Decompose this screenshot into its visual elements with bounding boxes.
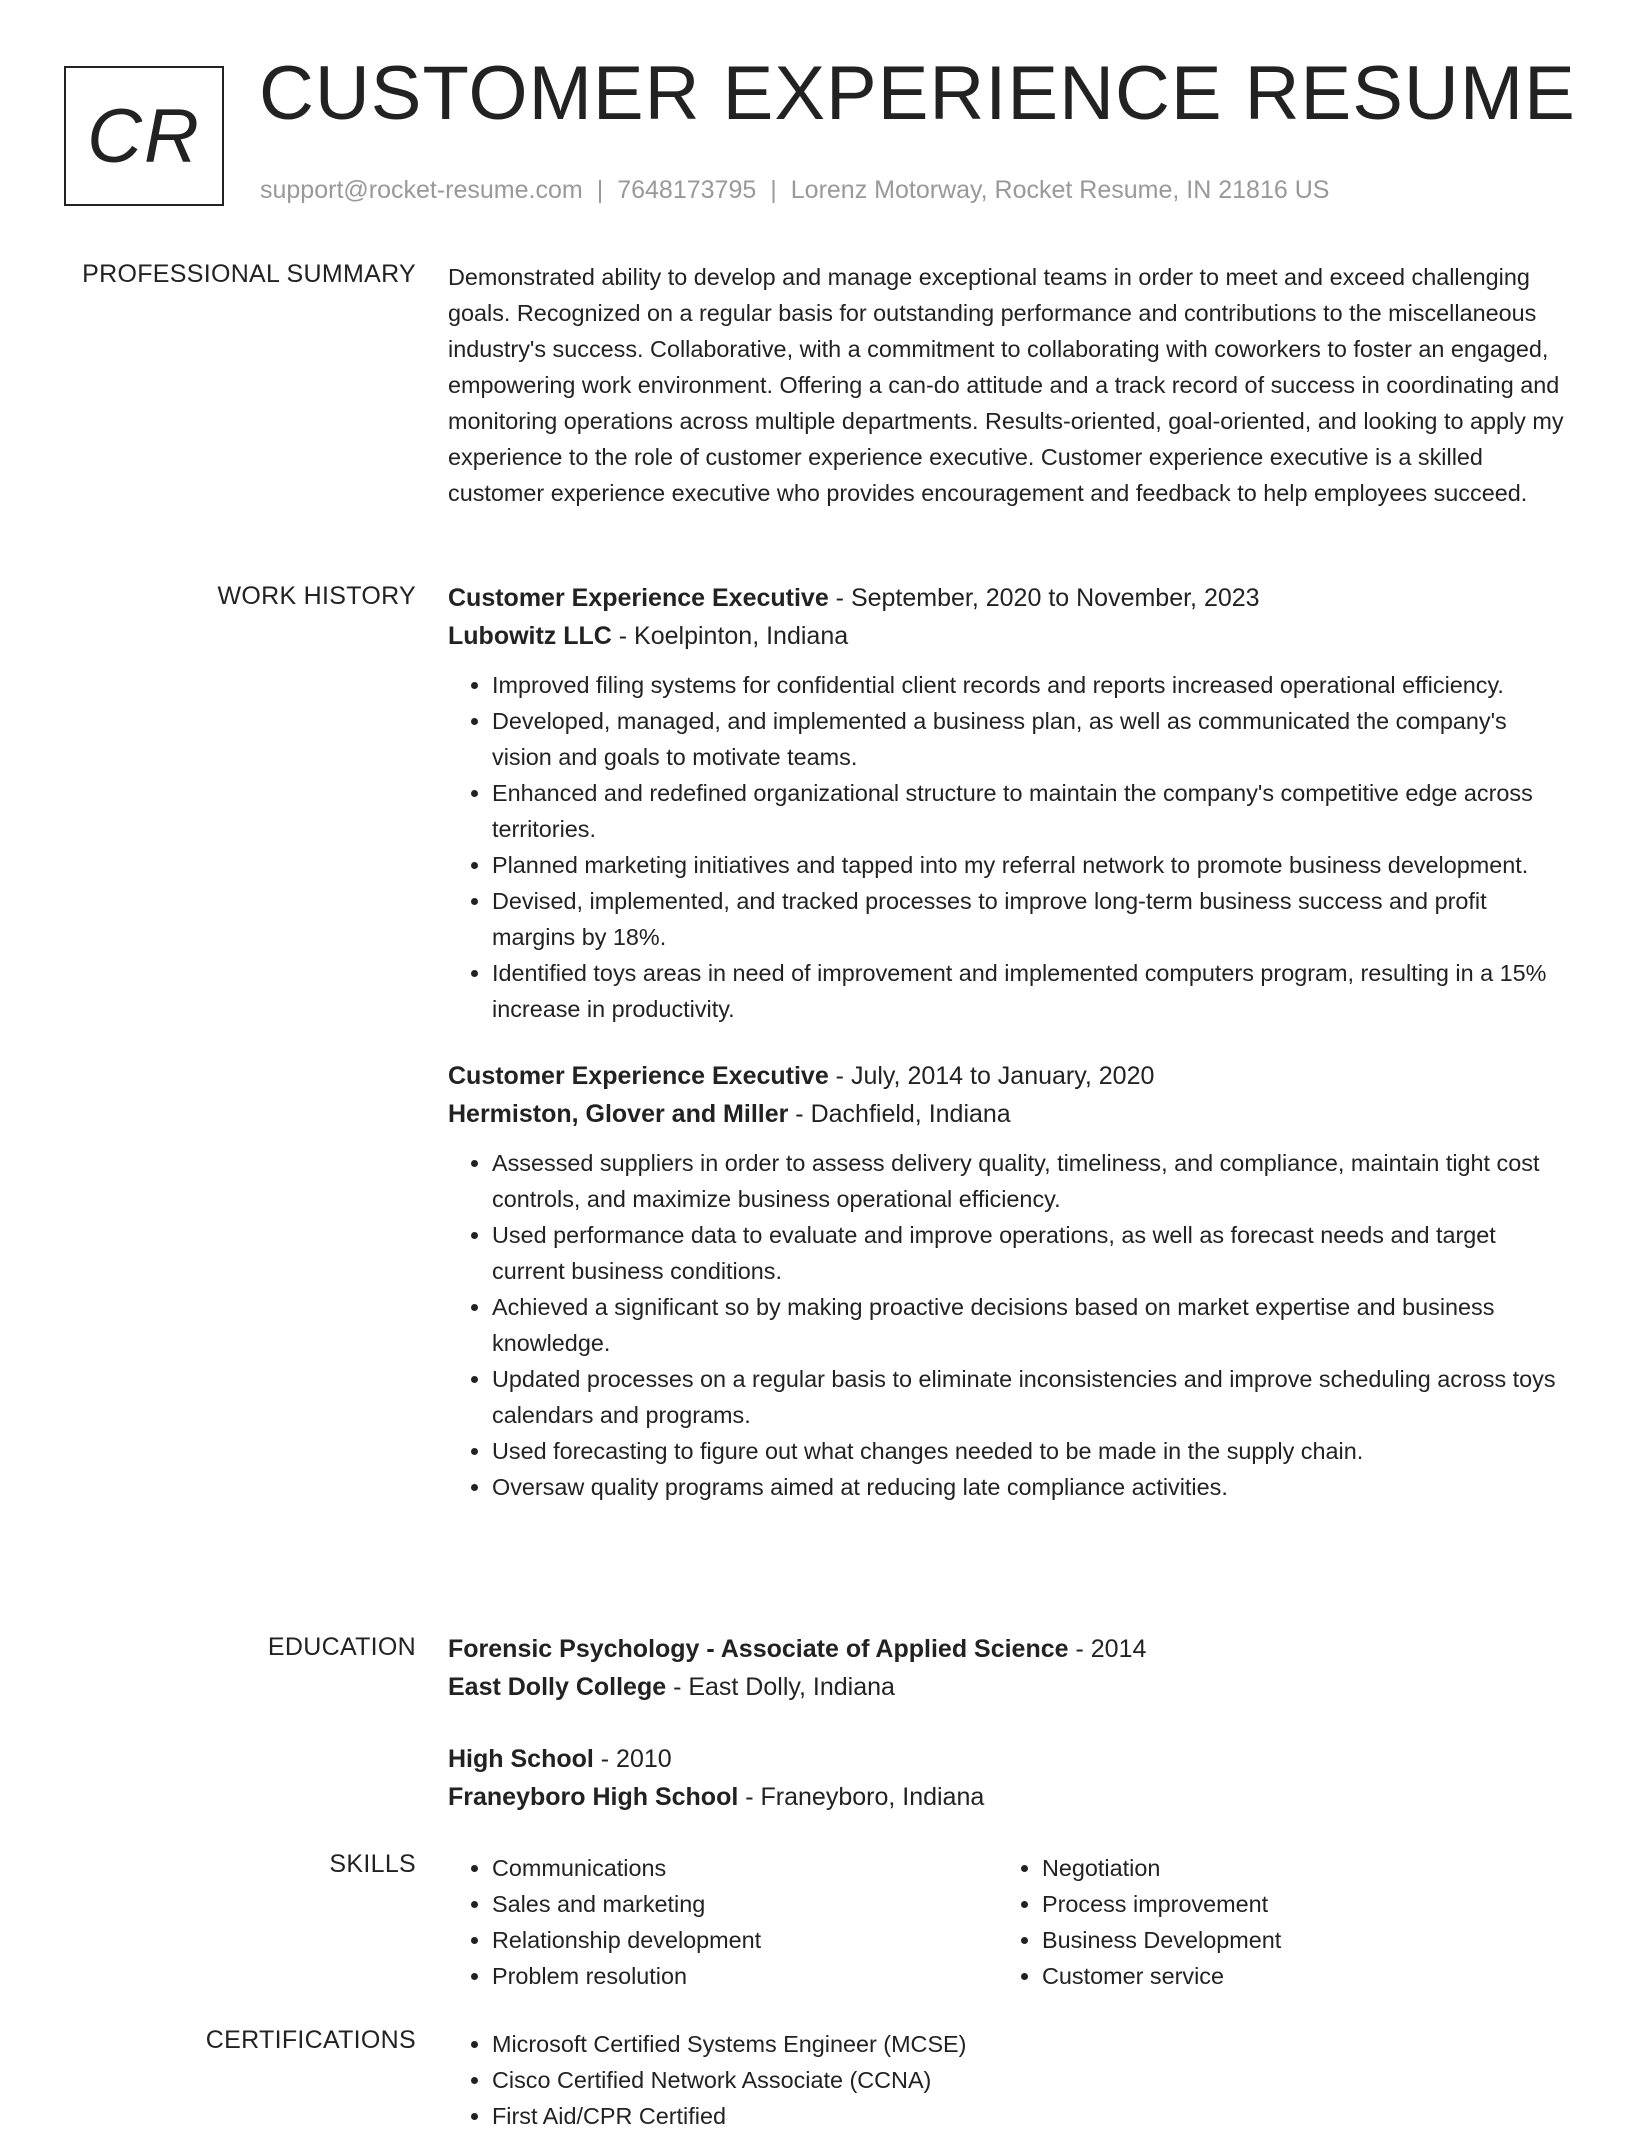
job-company-line — [448, 617, 1564, 655]
list-item: • Used forecasting to figure out what changes needed to be made in the supply chain. — [492, 1433, 1564, 1469]
certification-item: • Cisco Certified Network Associate (CCNA) — [492, 2062, 1564, 2098]
education-year: - 2010 — [593, 1745, 672, 1773]
job-title: Customer Experience Executive — [448, 1062, 829, 1090]
education-degree-line — [448, 1740, 1564, 1778]
resume-title: CUSTOMER EXPERIENCE RESUME — [259, 51, 1576, 136]
work-content — [448, 579, 1564, 1505]
job-title: Customer Experience Executive — [448, 584, 829, 612]
education-school-line — [448, 1778, 1564, 1816]
section-label-certifications: CERTIFICATIONS — [205, 2026, 416, 2054]
list-item: • Updated processes on a regular basis to eliminate inconsistencies and improve scheduling across toys calendars and programs. — [492, 1361, 1564, 1433]
list-item: • Enhanced and redefined organizational structure to maintain the company's competitive edge across territories. — [492, 775, 1564, 847]
job-dates: - September, 2020 to November, 2023 — [828, 584, 1260, 612]
education-degree-line — [448, 1630, 1564, 1668]
monogram-logo: CR — [64, 66, 224, 206]
certifications-content — [448, 2026, 1564, 2134]
education-degree: Forensic Psychology - Associate of Applied Science — [448, 1635, 1069, 1663]
skill-item: • Communications — [492, 1850, 998, 1886]
education-school-line — [448, 1668, 1564, 1706]
education-location: - East Dolly, Indiana — [666, 1673, 895, 1701]
skills-list-left — [448, 1850, 998, 1994]
job-company: Hermiston, Glover and Miller — [448, 1100, 789, 1128]
certification-item: • First Aid/CPR Certified — [492, 2098, 1564, 2134]
list-item: • Used performance data to evaluate and improve operations, as well as forecast needs and target current business conditions. — [492, 1217, 1564, 1289]
job-company-line — [448, 1095, 1564, 1133]
list-item: • Devised, implemented, and tracked processes to improve long-term business success and profit margins by 18%. — [492, 883, 1564, 955]
skill-item: • Relationship development — [492, 1922, 998, 1958]
contact-separator: | — [596, 176, 604, 204]
skill-item: • Process improvement — [1042, 1886, 1548, 1922]
list-item: • Developed, managed, and implemented a business plan, as well as communicated the company's vision and goals to motivate teams. — [492, 703, 1564, 775]
skills-content — [448, 1850, 1564, 1994]
skill-item: • Customer service — [1042, 1958, 1548, 1994]
education-degree: High School — [448, 1745, 594, 1773]
list-item: • Improved filing systems for confidential client records and reports increased operational efficiency. — [492, 667, 1564, 703]
list-item: • Identified toys areas in need of improvement and implemented computers program, resulting in a 15% increase in productivity. — [492, 955, 1564, 1027]
job-dates: - July, 2014 to January, 2020 — [828, 1062, 1155, 1090]
job-title-line — [448, 579, 1564, 617]
job-location: - Dachfield, Indiana — [788, 1100, 1011, 1128]
list-item: • Planned marketing initiatives and tapped into my referral network to promote business development. — [492, 847, 1564, 883]
education-entry — [448, 1630, 1564, 1706]
skill-item: • Business Development — [1042, 1922, 1548, 1958]
job-bullets — [448, 667, 1564, 1027]
contact-line — [260, 176, 1329, 205]
section-label-education: EDUCATION — [267, 1633, 416, 1661]
skill-item: • Problem resolution — [492, 1958, 998, 1994]
certifications-list — [448, 2026, 1564, 2134]
contact-email[interactable]: support@rocket-resume.com — [260, 176, 583, 204]
section-label-skills: SKILLS — [329, 1850, 416, 1878]
skill-item: • Sales and marketing — [492, 1886, 998, 1922]
job-bullets — [448, 1145, 1564, 1505]
job-company: Lubowitz LLC — [448, 622, 612, 650]
contact-phone[interactable]: 7648173795 — [617, 176, 757, 204]
list-item: • Achieved a significant so by making proactive decisions based on market expertise and business knowledge. — [492, 1289, 1564, 1361]
summary-content — [448, 259, 1564, 511]
section-label-work: WORK HISTORY — [217, 582, 416, 610]
contact-address: Lorenz Motorway, Rocket Resume, IN 21816 US — [790, 176, 1330, 204]
education-year: - 2014 — [1068, 1635, 1147, 1663]
list-item: • Assessed suppliers in order to assess delivery quality, timeliness, and compliance, maintain tight cost controls, and maximize business operational efficiency. — [492, 1145, 1564, 1217]
education-school: Franeyboro High School — [448, 1783, 739, 1811]
job-entry — [448, 1057, 1564, 1505]
summary-text: Demonstrated ability to develop and manage exceptional teams in order to meet and exceed challenging goals. Recognized on a regular basis for outstanding performance and contributions to the miscellaneous industry's success. Collaborative, with a commitment to collaborating with coworkers to foster an engaged, empowering work environment. Offering a can-do attitude and a track record of success in coordinating and monitoring operations across multiple departments. Results-oriented, goal-oriented, and looking to apply my experience to the role of customer experience executive. Customer experience executive is a skilled customer experience executive who provides encouragement and feedback to help employees succeed. — [448, 264, 1564, 506]
education-location: - Franeyboro, Indiana — [738, 1783, 985, 1811]
education-content — [448, 1630, 1564, 1816]
contact-separator: | — [770, 176, 777, 204]
skill-item: • Negotiation — [1042, 1850, 1548, 1886]
job-entry — [448, 579, 1564, 1027]
skills-list-right — [998, 1850, 1548, 1994]
list-item: • Oversaw quality programs aimed at reducing late compliance activities. — [492, 1469, 1564, 1505]
education-school: East Dolly College — [448, 1673, 667, 1701]
certification-item: • Microsoft Certified Systems Engineer (MCSE) — [492, 2026, 1564, 2062]
job-title-line — [448, 1057, 1564, 1095]
job-location: - Koelpinton, Indiana — [611, 622, 849, 650]
section-label-summary: PROFESSIONAL SUMMARY — [82, 260, 416, 288]
education-entry — [448, 1740, 1564, 1816]
